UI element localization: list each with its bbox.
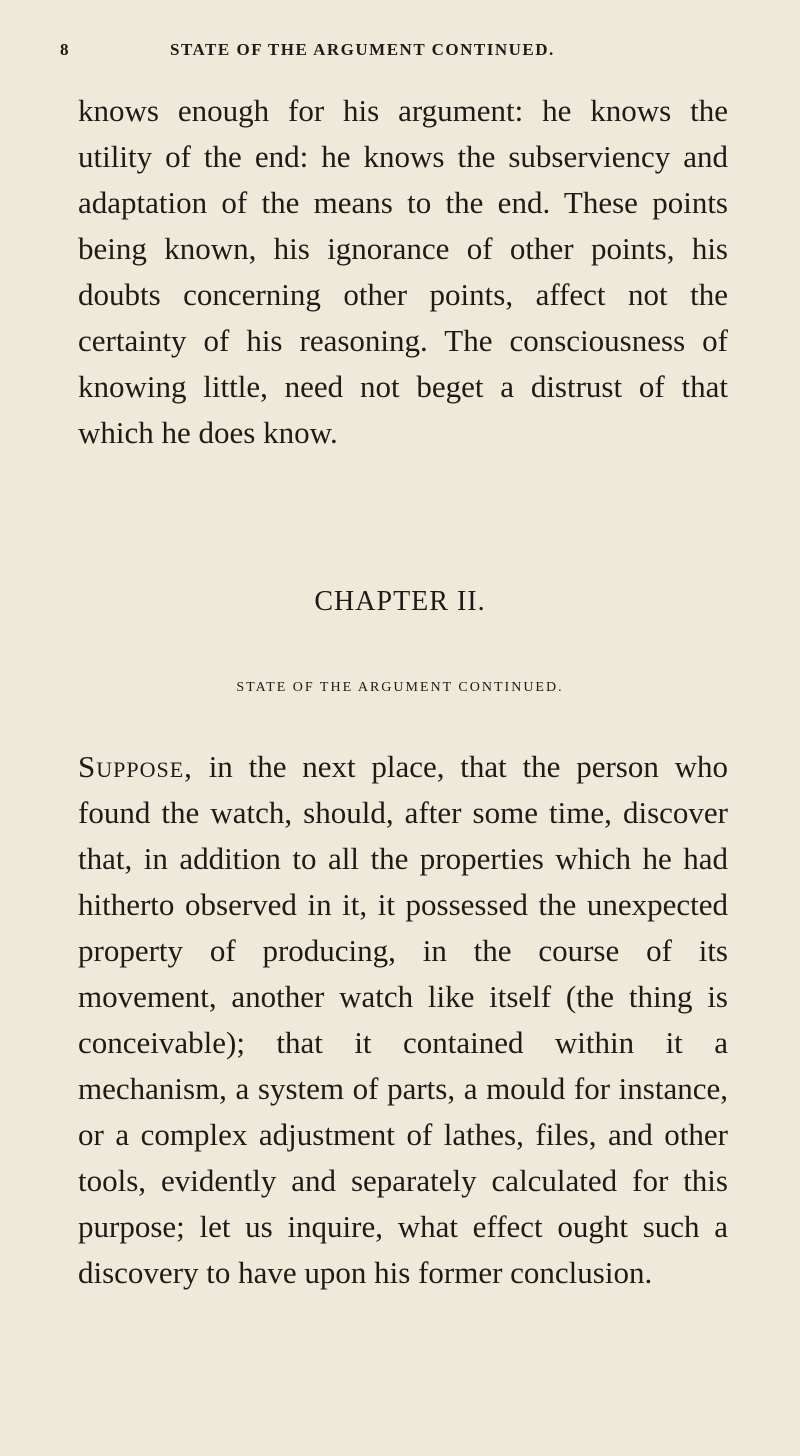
paragraph-text (78, 744, 728, 1296)
opening-word: Suppose, (78, 749, 193, 784)
chapter-subheading: STATE OF THE ARGUMENT CONTINUED. (236, 680, 564, 695)
page-header (60, 40, 760, 72)
page-number: 8 (60, 40, 70, 59)
paragraph-continued (78, 88, 728, 456)
paragraph-body: in the next place, that the person who found the watch, should, after some time, discover that, in addition to all the properties which he had hitherto observed in it, it possessed the unexpected property of producing, in the course of its movement, another watch like itself (the thing is conceivable); that it contained within it a mechanism, a system of parts, a mould for instance, or a complex adjustment of lathes, files, and other tools, evidently and separately calculated for this purpose; let us inquire, what effect ought such a discovery to have upon his former conclusion. (78, 749, 728, 1290)
chapter-opening-paragraph (78, 744, 728, 1296)
paragraph-text: knows enough for his argument: he knows the utility of the end: he knows the subserviency and adaptation of the means to the end. These points being known, his ignorance of other points, his doubts concerning other points, affect not the certainty of his reasoning. The consciousness of knowing little, need not beget a distrust of that which he does know. (78, 93, 728, 450)
chapter-heading: CHAPTER II. (314, 586, 486, 617)
running-title: STATE OF THE ARGUMENT CONTINUED. (170, 40, 555, 59)
